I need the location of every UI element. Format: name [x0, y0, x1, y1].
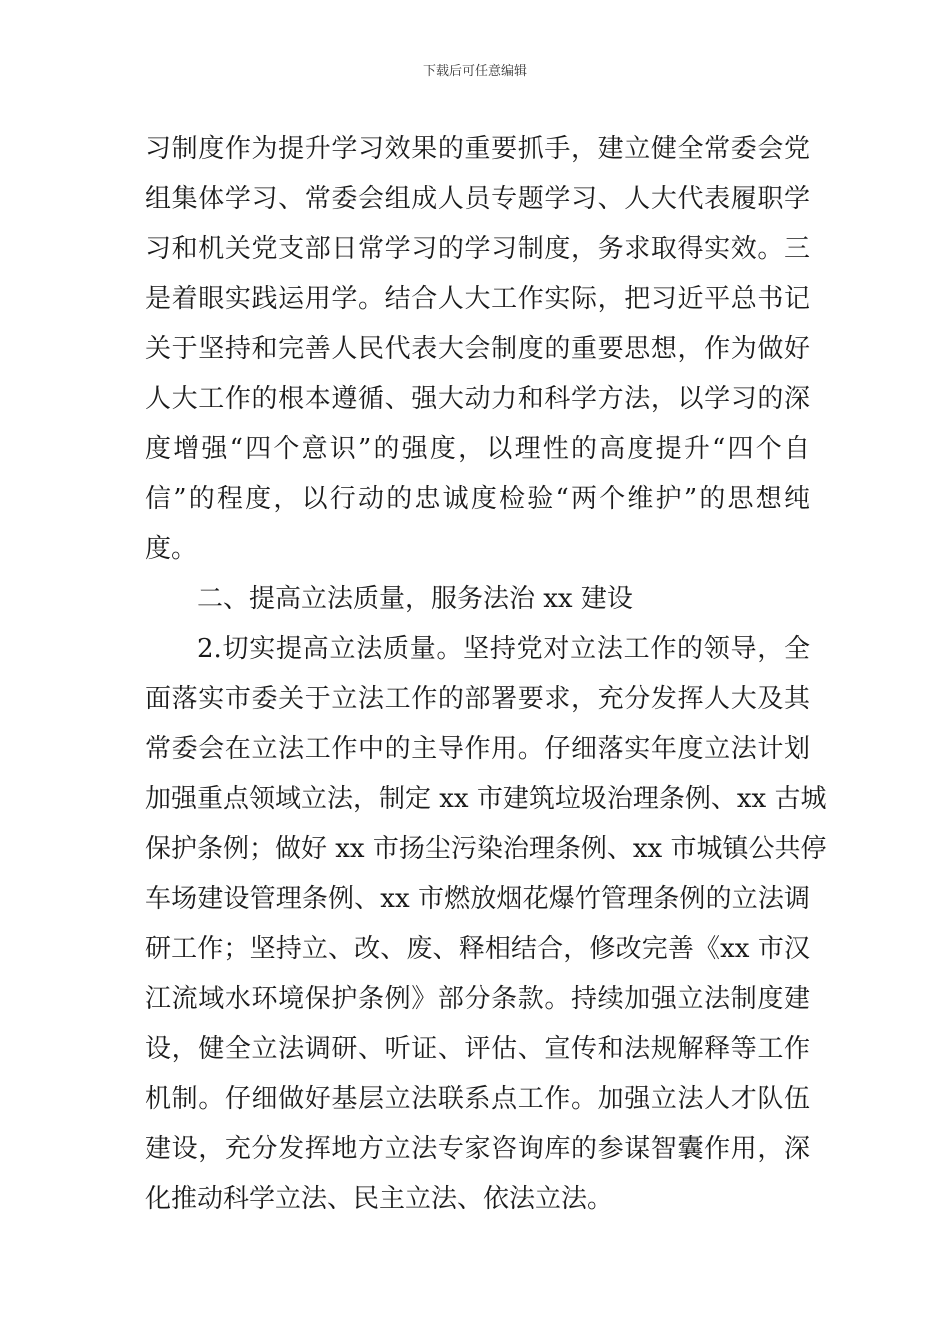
- text-line: 习和机关党支部日常学习的学习制度，务求取得实效。三: [145, 234, 810, 264]
- text-line: 常委会在立法工作中的主导作用。仔细落实年度立法计划: [145, 734, 810, 764]
- text-line: 建设，充分发挥地方立法专家咨询库的参谋智囊作用，深: [145, 1134, 810, 1164]
- text-line: 组集体学习、常委会组成人员专题学习、人大代表履职学: [145, 184, 810, 214]
- text-line: 设，健全立法调研、听证、评估、宣传和法规解释等工作: [145, 1034, 810, 1064]
- text-line: 研工作；坚持立、改、废、释相结合，修改完善《xx 市汉: [145, 934, 810, 964]
- text-line: 度增强“四个意识”的强度，以理性的高度提升“四个自: [145, 434, 810, 464]
- text-line: 加强重点领域立法，制定 xx 市建筑垃圾治理条例、xx 古城: [145, 784, 827, 814]
- text-line: 习制度作为提升学习效果的重要抓手，建立健全常委会党: [145, 134, 810, 164]
- text-line: 机制。仔细做好基层立法联系点工作。加强立法人才队伍: [145, 1084, 810, 1114]
- text-line: 面落实市委关于立法工作的部署要求，充分发挥人大及其: [145, 684, 810, 714]
- text-line: 信”的程度，以行动的忠诚度检验“两个维护”的思想纯: [145, 484, 810, 514]
- text-line: 江流域水环境保护条例》部分条款。持续加强立法制度建: [145, 984, 810, 1014]
- text-line: 是着眼实践运用学。结合人大工作实际，把习近平总书记: [145, 284, 810, 314]
- page-header: 下载后可任意编辑: [422, 64, 527, 79]
- section-heading: 二、提高立法质量，服务法治 xx 建设: [197, 584, 633, 614]
- text-line: 度。: [145, 534, 198, 564]
- text-line: 化推动科学立法、民主立法、依法立法。: [145, 1184, 614, 1214]
- text-line: 2.切实提高立法质量。坚持党对立法工作的领导，全: [197, 634, 810, 664]
- document-body: [145, 124, 827, 1224]
- text-line: 保护条例；做好 xx 市扬尘污染治理条例、xx 市城镇公共停: [145, 834, 827, 864]
- text-line: 车场建设管理条例、xx 市燃放烟花爆竹管理条例的立法调: [145, 884, 810, 914]
- text-line: 人大工作的根本遵循、强大动力和科学方法，以学习的深: [145, 384, 810, 414]
- text-line: 关于坚持和完善人民代表大会制度的重要思想，作为做好: [145, 334, 810, 364]
